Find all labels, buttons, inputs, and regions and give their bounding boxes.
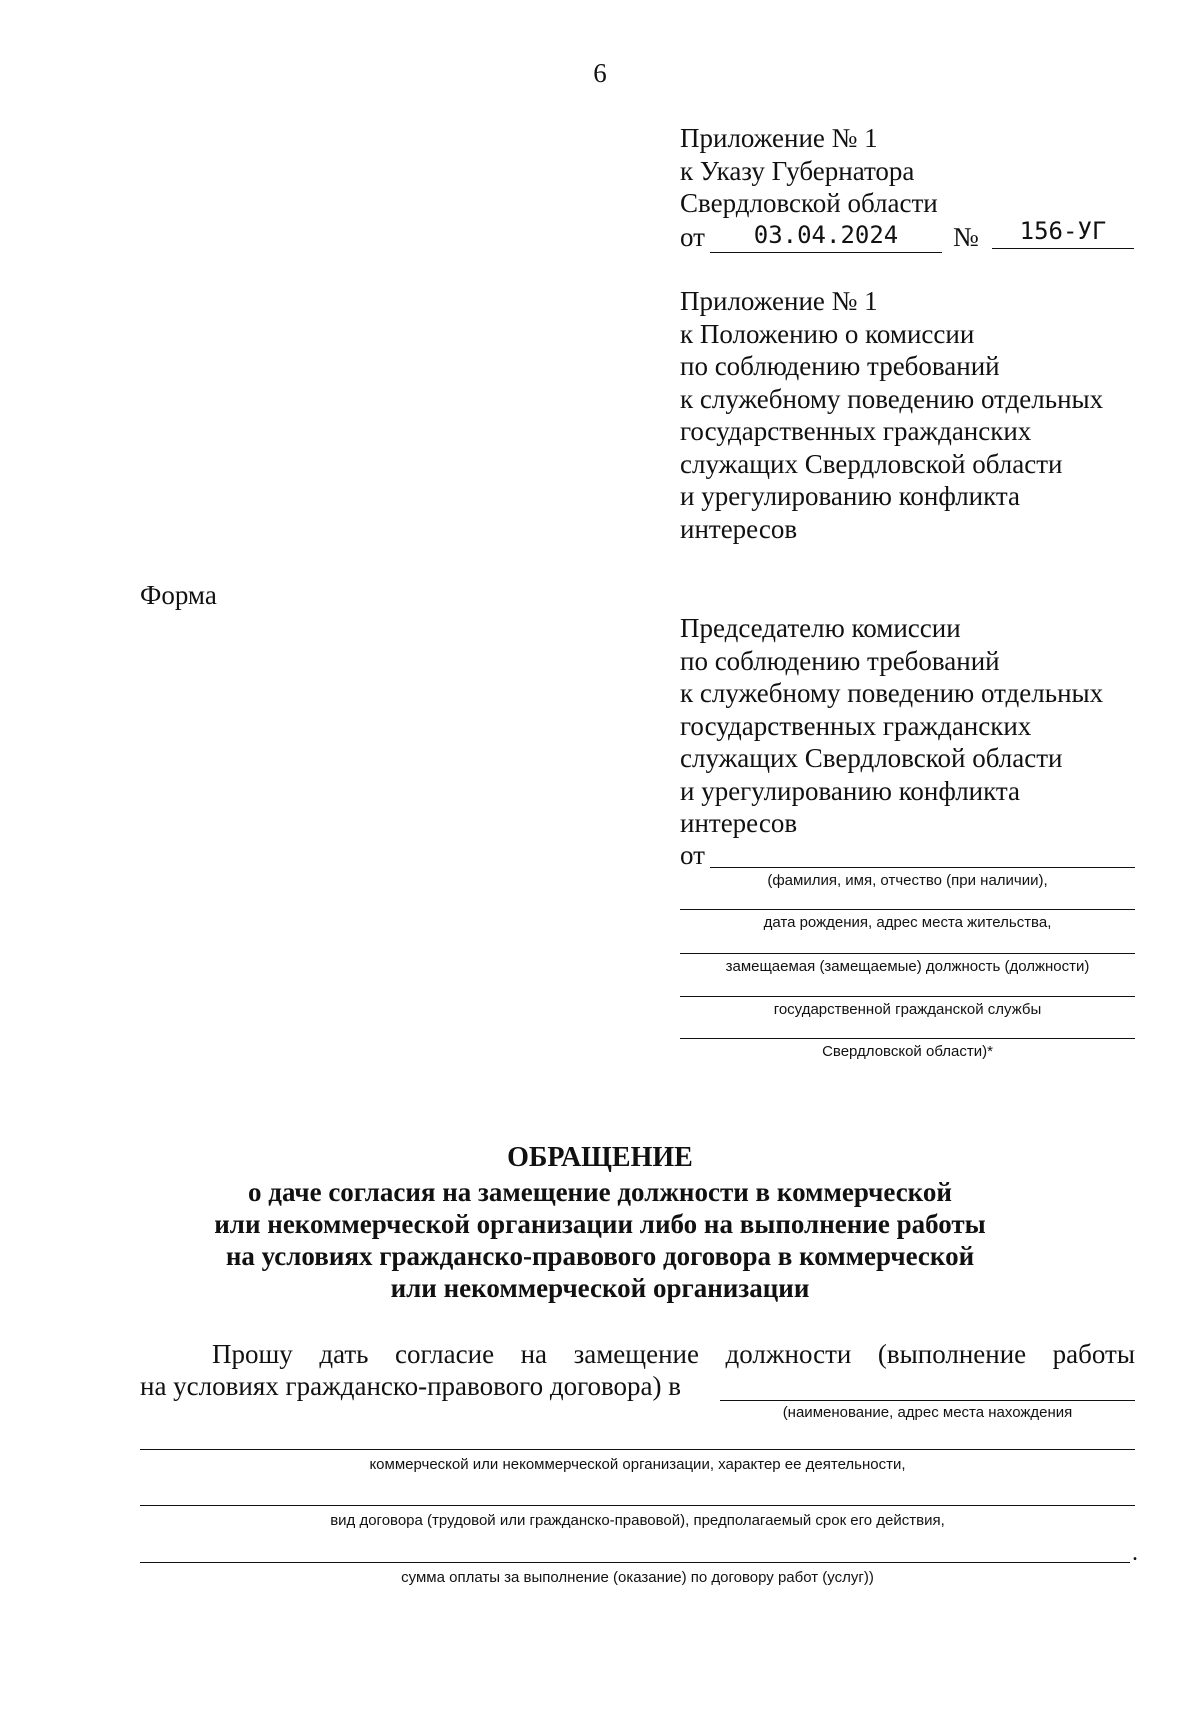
- organization-line[interactable]: [720, 1400, 1135, 1401]
- decree-number: 156-УГ: [992, 218, 1134, 249]
- applicant-caption: дата рождения, адрес места жительства,: [763, 914, 1052, 931]
- applicant-line[interactable]: [680, 909, 1135, 910]
- contract-type-caption: вид договора (трудовой или гражданско-правовой), предполагаемый срок его действия,: [330, 1512, 945, 1529]
- appendix-ukaz-line: к Указу Губернатора: [680, 155, 915, 186]
- request-line-2: на условиях гражданско-правового договора) в: [140, 1371, 682, 1401]
- appendix-polozhenie-line: государственных гражданских: [680, 416, 1032, 446]
- payment-line-period: .: [1132, 1540, 1138, 1566]
- organization-caption: (наименование, адрес места нахождения: [782, 1404, 1073, 1421]
- appendix-polozhenie-line: Приложение № 1: [680, 286, 878, 316]
- request-line-2-row: [140, 1370, 1135, 1404]
- applicant-caption: Свердловской области)*: [822, 1043, 993, 1060]
- applicant-caption: государственной гражданской службы: [773, 1001, 1042, 1018]
- page-number: 6: [593, 58, 607, 88]
- document-subtitle-line: или некоммерческой организации: [390, 1273, 810, 1303]
- contract-type-line[interactable]: [140, 1505, 1135, 1506]
- payment-line[interactable]: [140, 1562, 1130, 1563]
- payment-caption: сумма оплаты за выполнение (оказание) по договору работ (услуг)): [401, 1569, 874, 1586]
- applicant-from-label: от: [680, 840, 705, 870]
- addressee-block: [680, 612, 1150, 840]
- decree-date: 03.04.2024: [710, 222, 942, 253]
- organization-details-line[interactable]: [140, 1449, 1135, 1450]
- applicant-caption: замещаемая (замещаемые) должность (должности): [725, 958, 1090, 975]
- appendix-polozhenie-line: интересов: [680, 513, 798, 544]
- addressee-line: и урегулированию конфликта: [680, 775, 1021, 806]
- request-line-1: Прошу дать согласие на замещение должности (выполнение работы: [212, 1339, 1135, 1369]
- applicant-line[interactable]: [680, 1038, 1135, 1039]
- applicant-line[interactable]: [680, 953, 1135, 954]
- decree-number-label: №: [953, 222, 979, 252]
- document-subtitle-line: на условиях гражданско-правового договора в коммерческой: [225, 1241, 975, 1271]
- addressee-line: государственных гражданских: [680, 710, 1032, 741]
- form-label: Форма: [140, 580, 217, 610]
- appendix-polozhenie-line: и урегулированию конфликта: [680, 481, 1021, 511]
- appendix-ukaz-line: Приложение № 1: [680, 123, 878, 153]
- appendix-polozhenie-block: [680, 285, 1150, 545]
- applicant-line[interactable]: [680, 996, 1135, 997]
- document-title-block: [0, 1140, 1200, 1304]
- applicant-from-row[interactable]: [680, 840, 1135, 870]
- appendix-ukaz-line: Свердловской области: [680, 188, 938, 218]
- appendix-polozhenie-line: к служебному поведению отдельных: [680, 383, 1104, 414]
- appendix-polozhenie-line: служащих Свердловской области: [680, 448, 1063, 479]
- applicant-name-line[interactable]: [710, 867, 1135, 868]
- addressee-line: интересов: [680, 808, 798, 838]
- appendix-polozhenie-line: по соблюдению требований: [680, 351, 1000, 381]
- document-title: ОБРАЩЕНИЕ: [507, 1142, 693, 1173]
- addressee-line: служащих Свердловской области: [680, 743, 1063, 773]
- addressee-line: по соблюдению требований: [680, 645, 1000, 676]
- document-subtitle-line: о даче согласия на замещение должности в коммерческой: [248, 1177, 952, 1207]
- request-paragraph: [140, 1338, 1135, 1404]
- decree-from-label: от: [680, 222, 705, 252]
- addressee-line: к служебному поведению отдельных: [680, 678, 1104, 708]
- addressee-line: Председателю комиссии: [680, 613, 961, 643]
- document-subtitle-line: или некоммерческой организации либо на выполнение работы: [214, 1209, 986, 1239]
- applicant-caption: (фамилия, имя, отчество (при наличии),: [767, 872, 1048, 889]
- appendix-polozhenie-line: к Положению о комиссии: [680, 318, 975, 349]
- organization-details-caption: коммерческой или некоммерческой организации, характер ее деятельности,: [369, 1456, 906, 1473]
- appendix-ukaz-block: [680, 122, 1150, 254]
- applicant-fields: [680, 840, 1135, 1080]
- decree-date-line: [680, 216, 1150, 254]
